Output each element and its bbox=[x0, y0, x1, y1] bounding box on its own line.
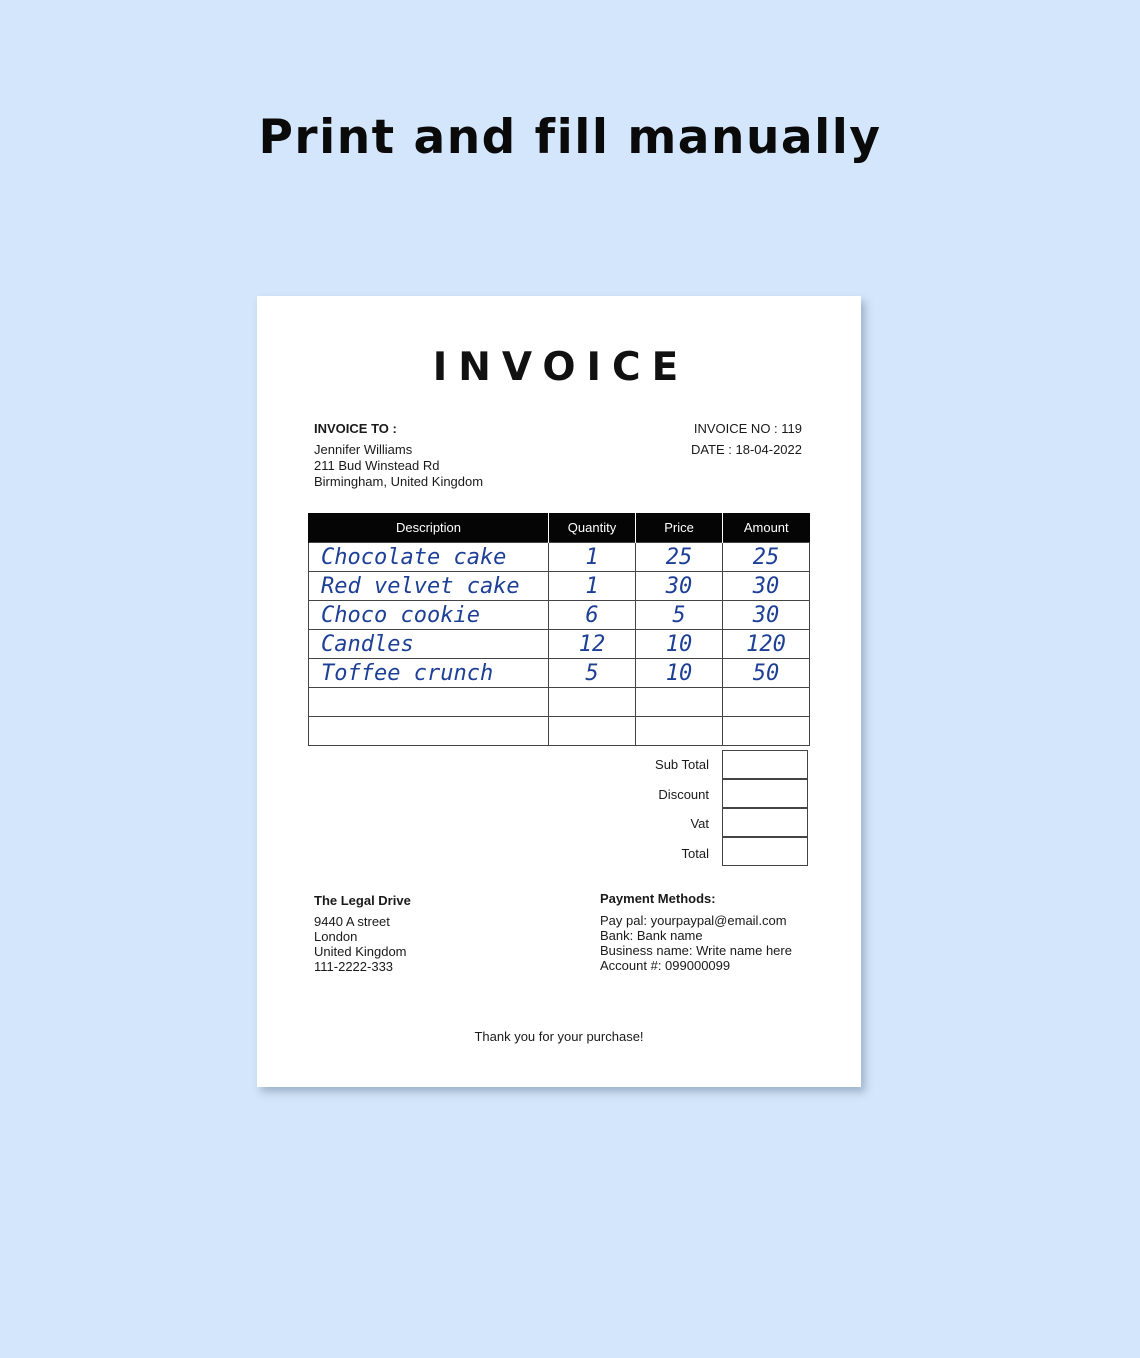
table-row bbox=[309, 630, 810, 659]
invoice-date: DATE : 18-04-2022 bbox=[690, 442, 802, 457]
company-street: 9440 A street bbox=[314, 914, 390, 929]
item-description[interactable]: Choco cookie bbox=[309, 601, 549, 630]
item-price[interactable]: 10 bbox=[636, 630, 723, 659]
company-country: United Kingdom bbox=[314, 944, 407, 959]
line-items-table bbox=[308, 513, 810, 746]
table-row bbox=[309, 601, 810, 630]
total-field[interactable] bbox=[722, 837, 808, 866]
column-header-quantity: Quantity bbox=[549, 513, 636, 543]
item-quantity[interactable]: 6 bbox=[549, 601, 636, 630]
column-header-description: Description bbox=[309, 513, 549, 543]
item-description[interactable]: Red velvet cake bbox=[309, 572, 549, 601]
company-phone: 111-2222-333 bbox=[314, 959, 394, 974]
page-headline: Print and fill manually bbox=[258, 110, 882, 165]
item-quantity[interactable]: 1 bbox=[549, 572, 636, 601]
item-quantity[interactable] bbox=[549, 717, 636, 746]
table-row bbox=[309, 659, 810, 688]
client-city: Birmingham, United Kingdom bbox=[314, 474, 484, 489]
company-city: London bbox=[314, 929, 358, 944]
payment-bank: Bank: Bank name bbox=[600, 928, 703, 943]
table-header-row bbox=[309, 513, 810, 543]
discount-label: Discount bbox=[658, 787, 709, 802]
item-amount[interactable]: 120 bbox=[723, 630, 810, 659]
item-price[interactable]: 30 bbox=[636, 572, 723, 601]
item-amount[interactable]: 25 bbox=[723, 543, 810, 572]
payment-business-name: Business name: Write name here bbox=[600, 943, 792, 958]
item-description[interactable] bbox=[309, 688, 549, 717]
item-quantity[interactable] bbox=[549, 688, 636, 717]
vat-field[interactable] bbox=[722, 808, 808, 837]
item-description[interactable]: Chocolate cake bbox=[309, 543, 549, 572]
item-price[interactable] bbox=[636, 688, 723, 717]
item-description[interactable]: Candles bbox=[309, 630, 549, 659]
item-price[interactable]: 10 bbox=[636, 659, 723, 688]
item-price[interactable] bbox=[636, 717, 723, 746]
invoice-title: INVOICE bbox=[432, 345, 690, 390]
item-price[interactable]: 5 bbox=[636, 601, 723, 630]
table-row bbox=[309, 572, 810, 601]
column-header-amount: Amount bbox=[723, 513, 810, 543]
table-row bbox=[309, 543, 810, 572]
item-description[interactable] bbox=[309, 717, 549, 746]
table-row bbox=[309, 688, 810, 717]
item-price[interactable]: 25 bbox=[636, 543, 723, 572]
item-quantity[interactable]: 1 bbox=[549, 543, 636, 572]
payment-paypal: Pay pal: yourpaypal@email.com bbox=[600, 913, 787, 928]
invoice-number: INVOICE NO : 119 bbox=[693, 421, 802, 436]
item-quantity[interactable]: 12 bbox=[549, 630, 636, 659]
subtotal-label: Sub Total bbox=[655, 757, 709, 772]
client-name: Jennifer Williams bbox=[314, 442, 413, 457]
invoice-sheet bbox=[257, 296, 861, 1087]
discount-field[interactable] bbox=[722, 779, 808, 808]
vat-label: Vat bbox=[690, 816, 709, 831]
subtotal-field[interactable] bbox=[722, 750, 808, 779]
total-label: Total bbox=[681, 846, 709, 861]
item-amount[interactable]: 30 bbox=[723, 572, 810, 601]
item-quantity[interactable]: 5 bbox=[549, 659, 636, 688]
item-amount[interactable] bbox=[723, 688, 810, 717]
payment-methods-heading: Payment Methods: bbox=[600, 891, 716, 906]
item-amount[interactable] bbox=[723, 717, 810, 746]
invoice-to-label: INVOICE TO : bbox=[314, 421, 397, 436]
item-amount[interactable]: 50 bbox=[723, 659, 810, 688]
item-description[interactable]: Toffee crunch bbox=[309, 659, 549, 688]
company-name: The Legal Drive bbox=[314, 893, 411, 908]
table-row bbox=[309, 717, 810, 746]
column-header-price: Price bbox=[636, 513, 723, 543]
client-street: 211 Bud Winstead Rd bbox=[314, 458, 440, 473]
item-amount[interactable]: 30 bbox=[723, 601, 810, 630]
thank-you-note: Thank you for your purchase! bbox=[474, 1029, 644, 1044]
payment-account: Account #: 099000099 bbox=[600, 958, 731, 973]
